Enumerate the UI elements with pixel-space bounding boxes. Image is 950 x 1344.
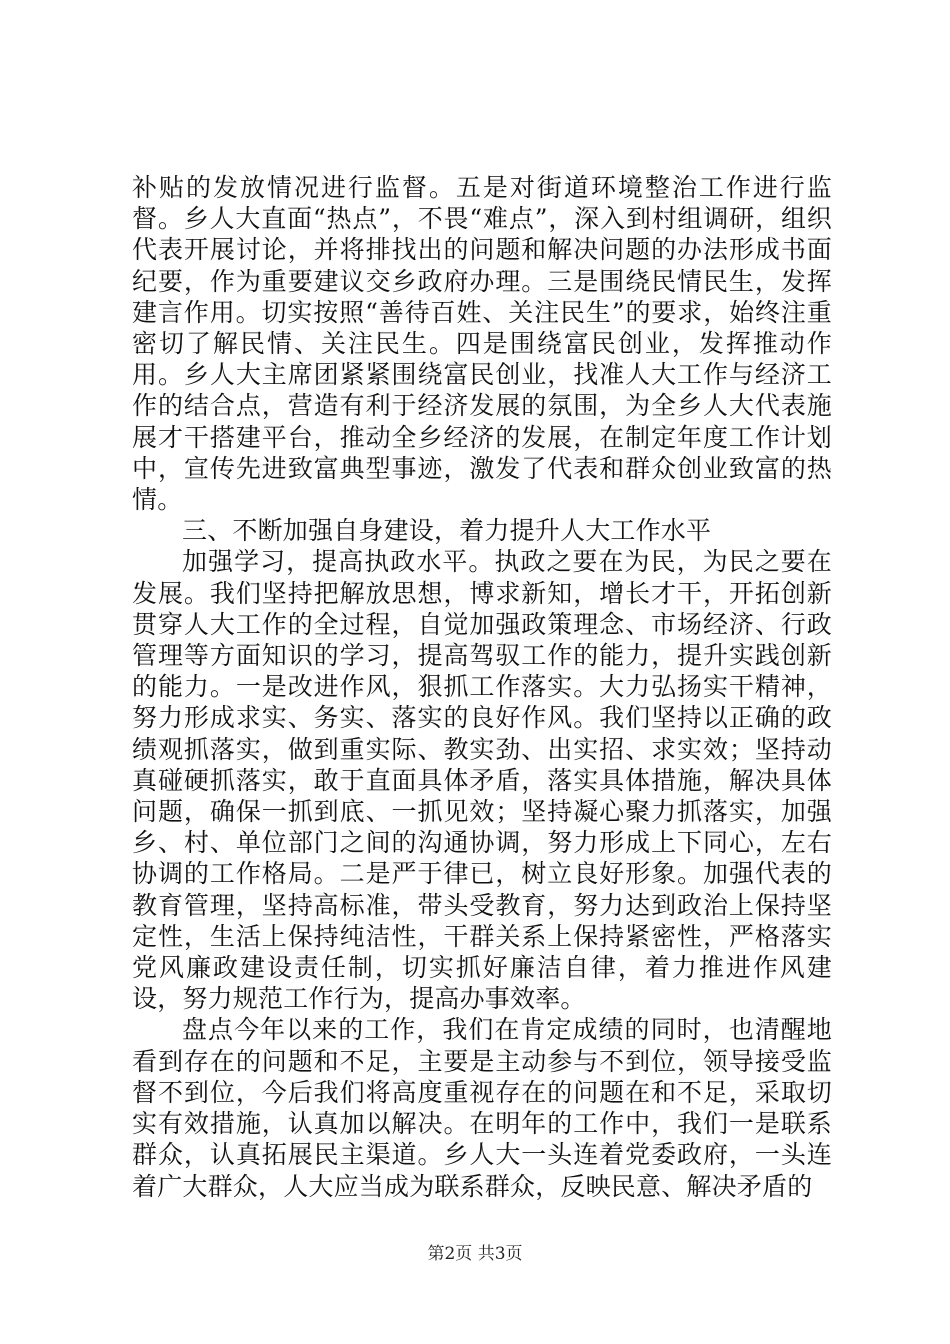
paragraph-review: 盘点今年以来的工作，我们在肯定成绩的同时，也清醒地看到存在的问题和不足，主要是主动参与不到位，领导接受监督不到位，今后我们将高度重视存在的问题在和不足，采取切实有效措施，认真加以解决。在明年的工作中，我们一是联系群众，认真拓展民主渠道。乡人大一头连着党委政府，一头连着广大群众，人大应当成为联系群众，反映民意、解决矛盾的: [132, 1015, 832, 1201]
page-footer: 第2页 共3页: [427, 1244, 523, 1264]
section-heading: 三、不断加强自身建设，着力提升人大工作水平: [182, 516, 712, 546]
paragraph-continuation: 补贴的发放情况进行监督。五是对街道环境整治工作进行监督。乡人大直面“热点”，不畏“难点”，深入到村组调研，组织代表开展讨论，并将排找出的问题和解决问题的办法形成书面纪要，作为重要建议交乡政府办理。三是围绕民情民生，发挥建言作用。切实按照“善待百姓、关注民生”的要求，始终注重密切了解民情、关注民生。四是围绕富民创业，发挥推动作用。乡人大主席团紧紧围绕富民创业，找准人大工作与经济工作的结合点，营造有利于经济发展的氛围，为全乡人大代表施展才干搭建平台，推动全乡经济的发展，在制定年度工作计划中，宣传先进致富典型事迹，激发了代表和群众创业致富的热情。: [132, 173, 832, 515]
document-body: [132, 172, 832, 1202]
paragraph-study: 加强学习，提高执政水平。执政之要在为民，为民之要在发展。我们坚持把解放思想，博求新知，增长才干，开拓创新贯穿人大工作的全过程，自觉加强政策理念、市场经济、行政管理等方面知识的学习，提高驾驭工作的能力，提升实践创新的能力。一是改进作风，狠抓工作落实。大力弘扬实干精神，努力形成求实、务实、落实的良好作风。我们坚持以正确的政绩观抓落实，做到重实际、教实劲、出实招、求实效；坚持动真碰硬抓落实，敢于直面具体矛盾，落实具体措施，解决具体问题，确保一抓到底、一抓见效；坚持凝心聚力抓落实，加强乡、村、单位部门之间的沟通协调，努力形成上下同心，左右协调的工作格局。二是严于律已，树立良好形象。加强代表的教育管理，坚持高标准，带头受教育，努力达到政治上保持坚定性，生活上保持纯洁性，干群关系上保持紧密性，严格落实党风廉政建设责任制，切实抓好廉洁自律，着力推进作风建设，努力规范工作行为，提高办事效率。: [132, 547, 832, 1014]
